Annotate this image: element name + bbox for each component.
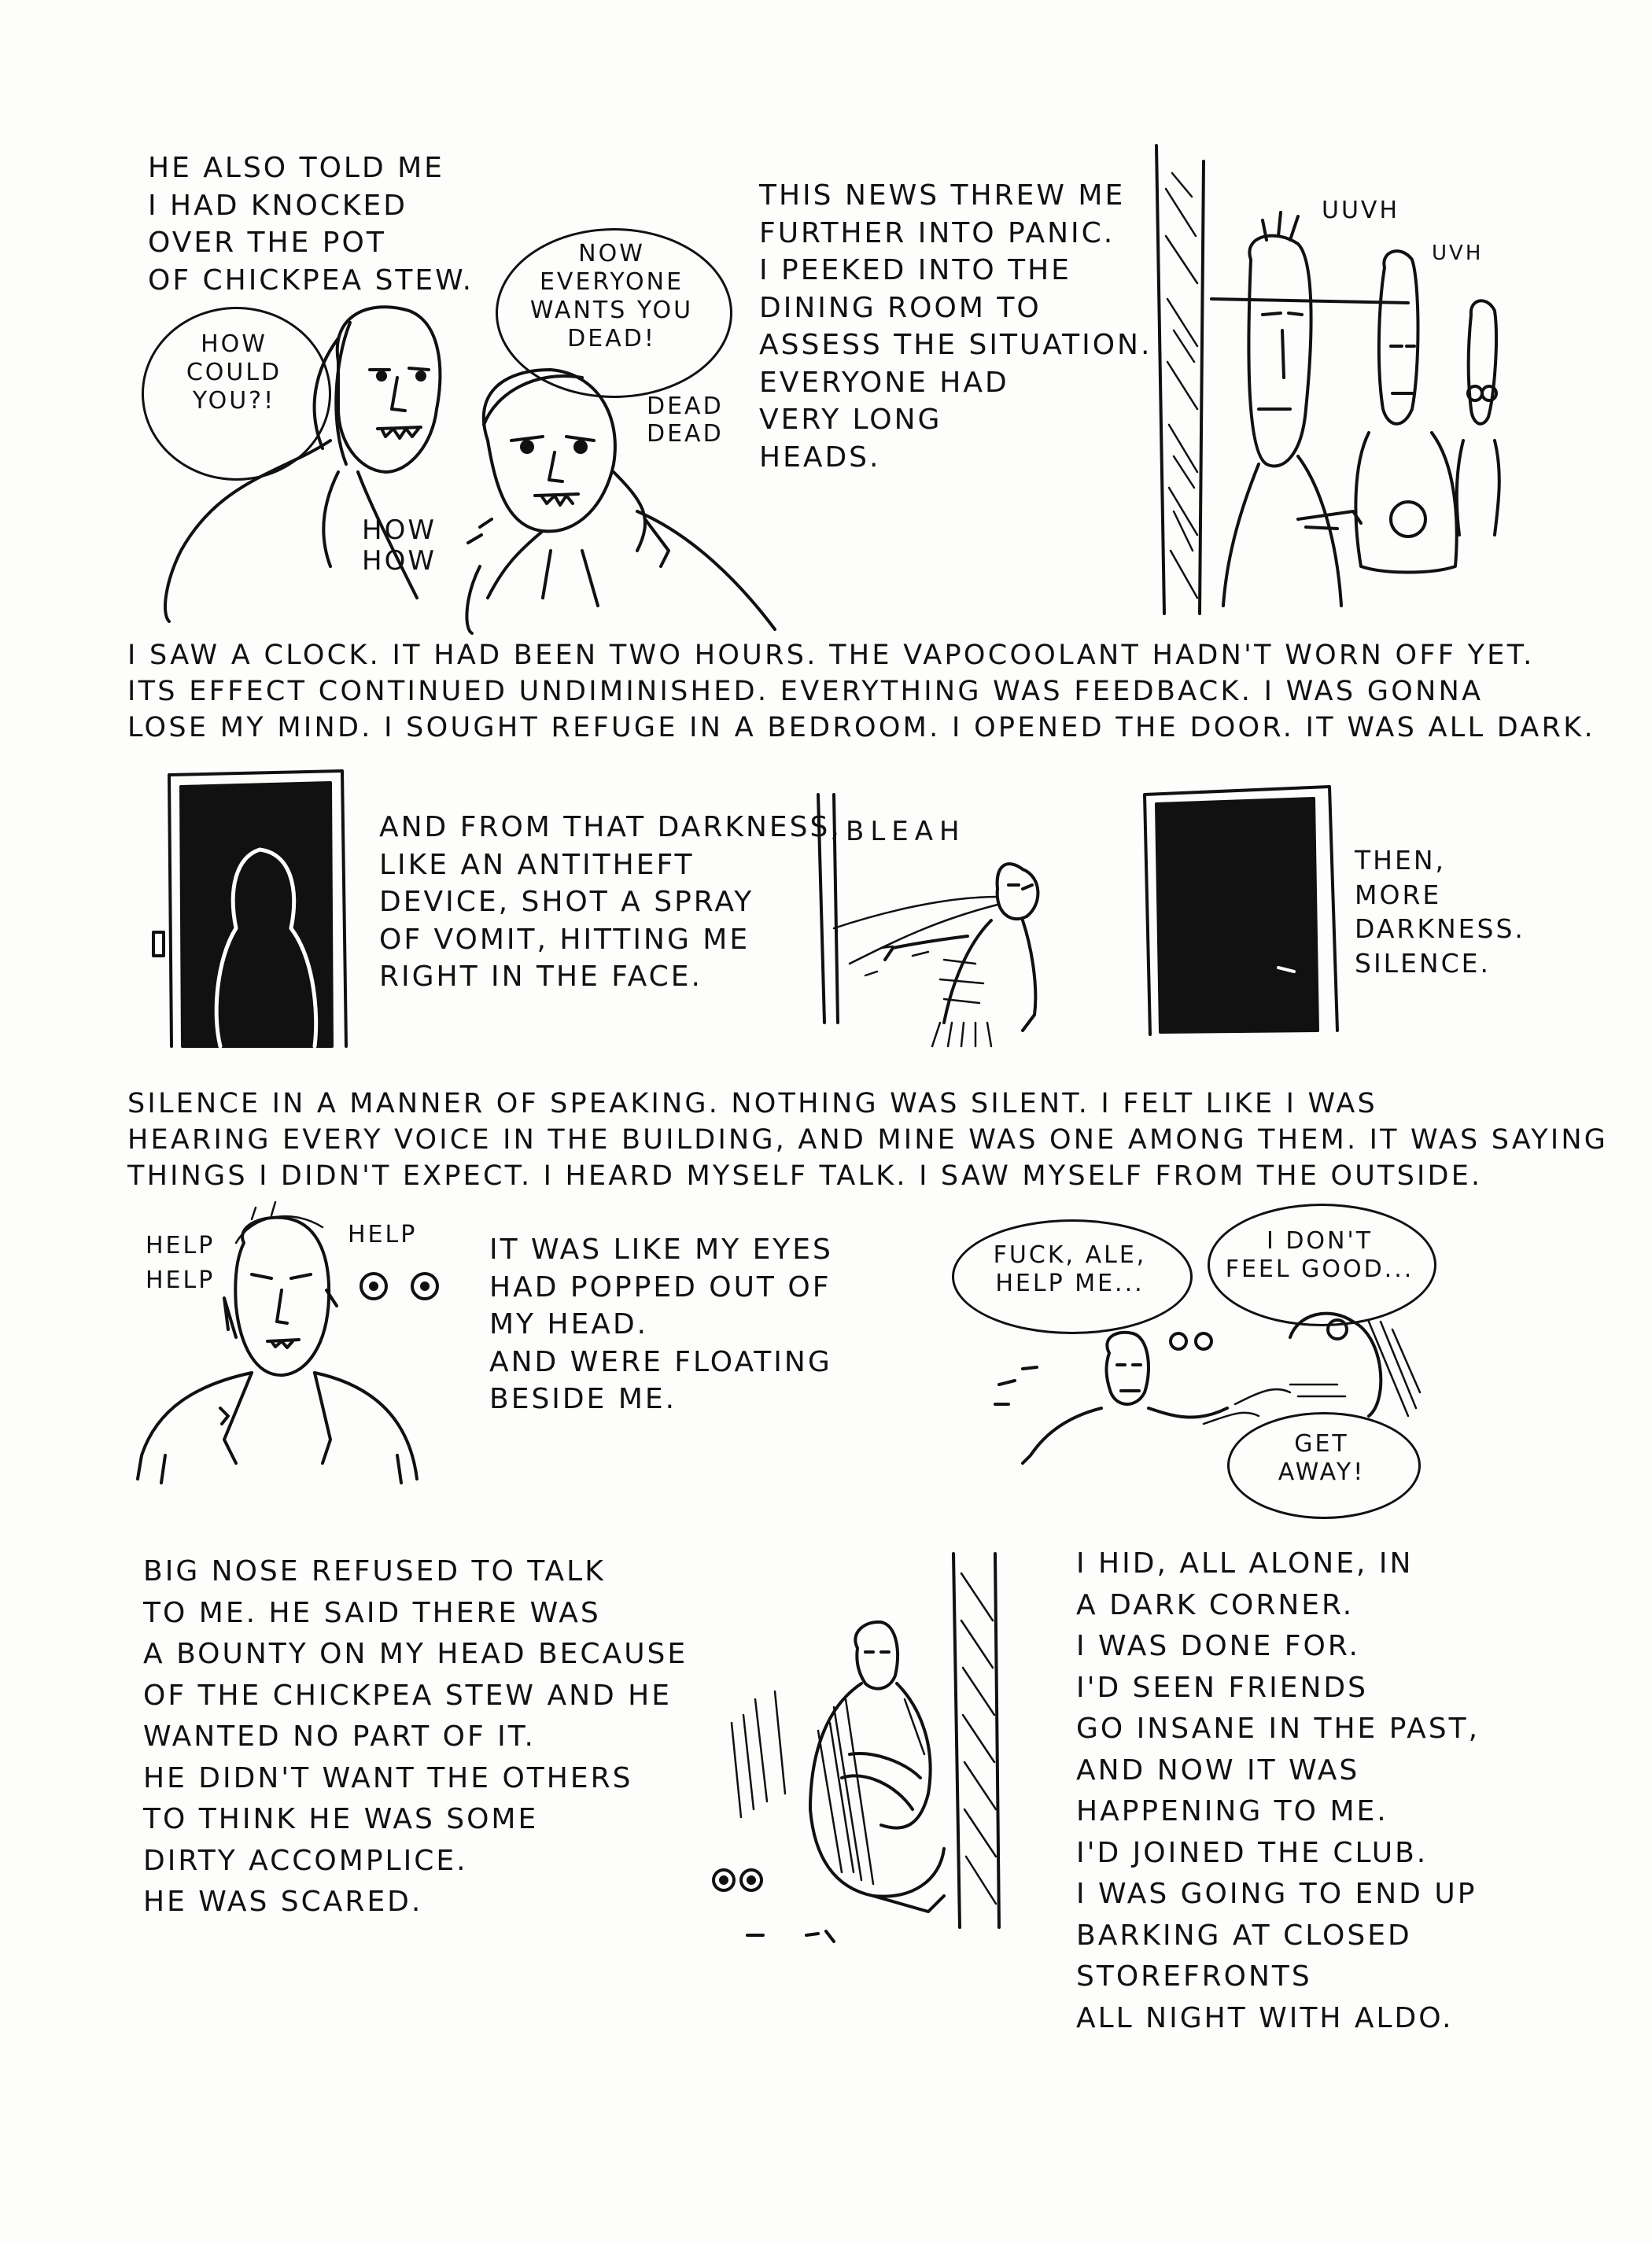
- panel-2-sfx-2: UVH: [1432, 242, 1484, 265]
- panel-5-caption: THEN, MORE DARKNESS. SILENCE.: [1355, 845, 1525, 979]
- panel-1-sfx-how: HOW HOW: [362, 514, 437, 577]
- panel-2-sfx-1: UUVH: [1322, 197, 1399, 224]
- panel-3-caption: AND FROM THAT DARKNESS, LIKE AN ANTITHEFT DEVICE, SHOT A SPRAY OF VOMIT, HITTING ME RIGHT IN THE FACE.: [379, 811, 842, 994]
- panel-1-bubble-right-text: NOW EVERYONE WANTS YOU DEAD!: [529, 240, 694, 352]
- panel-6-sfx-right: HELP: [348, 1221, 418, 1248]
- panel-8-caption: BIG NOSE REFUSED TO TALK TO ME. HE SAID THERE WAS A BOUNTY ON MY HEAD BECAUSE OF THE CHICKPEA STEW AND HE WANTED NO PART OF IT. HE DIDN'T WANT THE OTHERS TO THINK HE WAS SOME DIRTY ACCOMPLICE. HE WAS SCARED.: [143, 1555, 688, 1919]
- panel-6-caption: IT WAS LIKE MY EYES HAD POPPED OUT OF MY HEAD. AND WERE FLOATING BESIDE ME.: [489, 1233, 833, 1416]
- panel-6-sfx-left: HELP HELP: [146, 1232, 216, 1294]
- panel-1-caption: HE ALSO TOLD ME I HAD KNOCKED OVER THE POT OF CHICKPEA STEW.: [148, 152, 474, 297]
- panel-1-sfx-dead: DEAD DEAD: [647, 393, 724, 448]
- panel-7-bubble-1-text: FUCK, ALE, HELP ME...: [993, 1241, 1147, 1297]
- panel-4-sfx: BLEAH: [846, 816, 966, 847]
- panel-2-caption: THIS NEWS THREW ME FURTHER INTO PANIC. I PEEKED INTO THE DINING ROOM TO ASSESS THE SITUATION. EVERYONE HAD VERY LONG HEADS.: [759, 179, 1152, 474]
- narration-1: I SAW A CLOCK. IT HAD BEEN TWO HOURS. THE VAPOCOOLANT HADN'T WORN OFF YET. ITS EFFECT CONTINUED UNDIMINISHED. EVERYTHING WAS FEEDBACK. I WAS GONNA LOSE MY MIND. I SOUGHT REFUGE IN A BEDROOM. I OPENED THE DOOR. IT WAS ALL DARK.: [127, 640, 1595, 744]
- panel-7-bubble-2-text: I DON'T FEEL GOOD...: [1225, 1227, 1414, 1283]
- narration-2: SILENCE IN A MANNER OF SPEAKING. NOTHING WAS SILENT. I FELT LIKE I WAS HEARING EVERY VOICE IN THE BUILDING, AND MINE WAS ONE AMONG THEM. IT WAS SAYING THINGS I DIDN'T EXPECT. I HEARD MYSELF TALK. I SAW MYSELF FROM THE OUTSIDE.: [127, 1088, 1609, 1193]
- panel-7-bubble-3-text: GET AWAY!: [1278, 1430, 1366, 1486]
- panel-9-caption: I HID, ALL ALONE, IN A DARK CORNER. I WAS DONE FOR. I'D SEEN FRIENDS GO INSANE IN THE PAST, AND NOW IT WAS HAPPENING TO ME. I'D JOINED THE CLUB. I WAS GOING TO END UP BARKING AT CLOSED STOREFRONTS ALL NIGHT WITH ALDO.: [1076, 1547, 1481, 2035]
- panel-1-bubble-left-text: HOW COULD YOU?!: [186, 330, 282, 415]
